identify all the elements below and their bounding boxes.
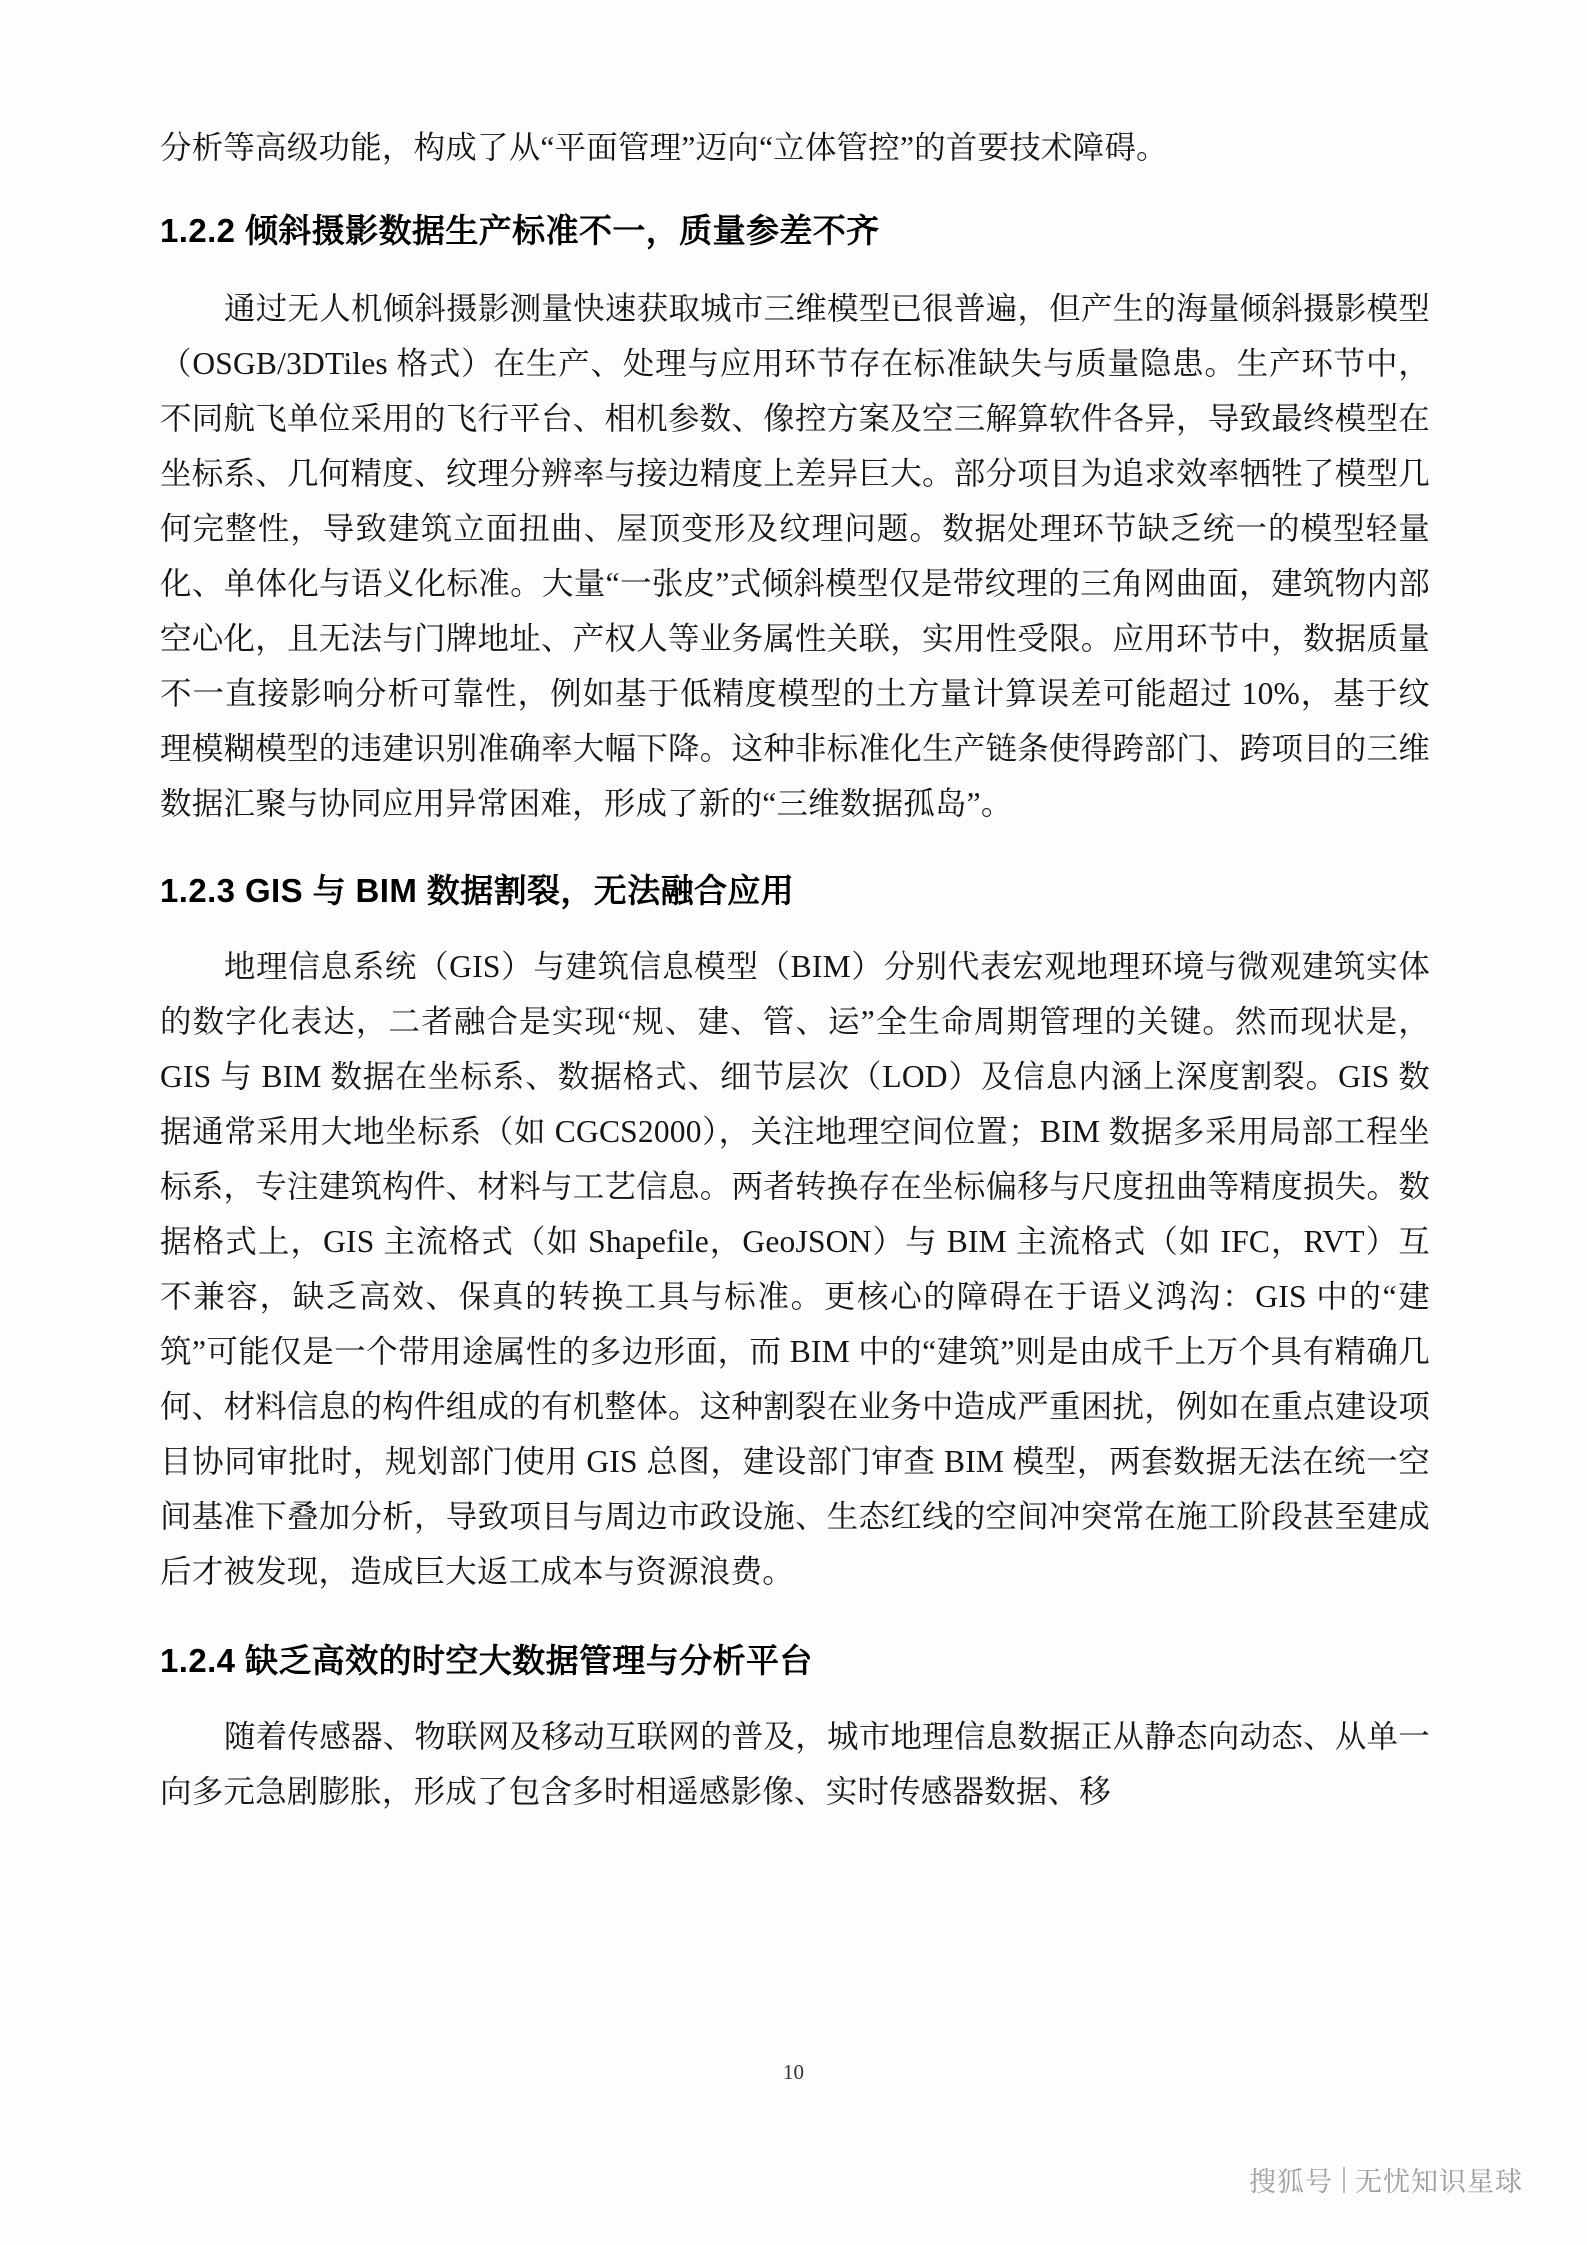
watermark-separator-icon [1343, 2167, 1345, 2193]
spacer [160, 253, 1430, 281]
page-content [160, 120, 1430, 1819]
watermark [1249, 2160, 1523, 2199]
watermark-source: 搜狐号 [1249, 2167, 1333, 2197]
spacer [160, 831, 1430, 869]
spacer [160, 1683, 1430, 1709]
spacer [160, 175, 1430, 209]
paragraph-1-2-4-body: 随着传感器、物联网及移动互联网的普及，城市地理信息数据正从静态向动态、从单一向多元急剧膨胀，形成了包含多时相遥感影像、实时传感器数据、移 [160, 1719, 1430, 1809]
watermark-account-name: 无忧知识星球 [1355, 2167, 1523, 2197]
paragraph-1-2-3-body: 地理信息系统（GIS）与建筑信息模型（BIM）分别代表宏观地理环境与微观建筑实体的数字化表达，二者融合是实现“规、建、管、运”全生命周期管理的关键。然而现状是，GIS 与 BIM 数据在坐标系、数据格式、细节层次（LOD）及信息内涵上深度割裂。GIS 数据通常采用大地坐标系（如 CGCS2000），关注地理空间位置；BIM 数据多采用局部工程坐标系，专注建筑构件、材料与工艺信息。两者转换存在坐标偏移与尺度扭曲等精度损失。数据格式上，GIS 主流格式（如 Shapefile，GeoJSON）与 BIM 主流格式（如 IFC，RVT）互不兼容，缺乏高效、保真的转换工具与标准。更核心的障碍在于语义鸿沟：GIS 中的“建筑”可能仅是一个带用途属性的多边形面，而 BIM 中的“建筑”则是由成千上万个具有精确几何、材料信息的构件组成的有机整体。这种割裂在业务中造成严重困扰，例如在重点建设项目协同审批时，规划部门使用 GIS 总图，建设部门审查 BIM 模型，两套数据无法在统一空间基准下叠加分析，导致项目与周边市政设施、生态红线的空间冲突常在施工阶段甚至建成后才被发现，造成巨大返工成本与资源浪费。 [160, 949, 1430, 1589]
heading-1-2-3: 1.2.3 GIS 与 BIM 数据割裂，无法融合应用 [160, 872, 795, 909]
page-number: 10 [783, 2060, 804, 2084]
paragraph-1-2-2-body: 通过无人机倾斜摄影测量快速获取城市三维模型已很普遍，但产生的海量倾斜摄影模型（OSGB/3DTiles 格式）在生产、处理与应用环节存在标准缺失与质量隐患。生产环节中，不同航飞单位采用的飞行平台、相机参数、像控方案及空三解算软件各异，导致最终模型在坐标系、几何精度、纹理分辨率与接边精度上差异巨大。部分项目为追求效率牺牲了模型几何完整性，导致建筑立面扭曲、屋顶变形及纹理问题。数据处理环节缺乏统一的模型轻量化、单体化与语义化标准。大量“一张皮”式倾斜模型仅是带纹理的三角网曲面，建筑物内部空心化，且无法与门牌地址、产权人等业务属性关联，实用性受限。应用环节中，数据质量不一直接影响分析可靠性，例如基于低精度模型的土方量计算误差可能超过 10%，基于纹理模糊模型的违建识别准确率大幅下降。这种非标准化生产链条使得跨部门、跨项目的三维数据汇聚与协同应用异常困难，形成了新的“三维数据孤岛”。 [160, 291, 1430, 821]
spacer [160, 913, 1430, 939]
spacer [160, 1599, 1430, 1639]
paragraph-continuation: 分析等高级功能，构成了从“平面管理”迈向“立体管控”的首要技术障碍。 [160, 130, 1168, 165]
heading-1-2-2: 1.2.2 倾斜摄影数据生产标准不一，质量参差不齐 [160, 212, 880, 249]
heading-1-2-4: 1.2.4 缺乏高效的时空大数据管理与分析平台 [160, 1642, 813, 1679]
